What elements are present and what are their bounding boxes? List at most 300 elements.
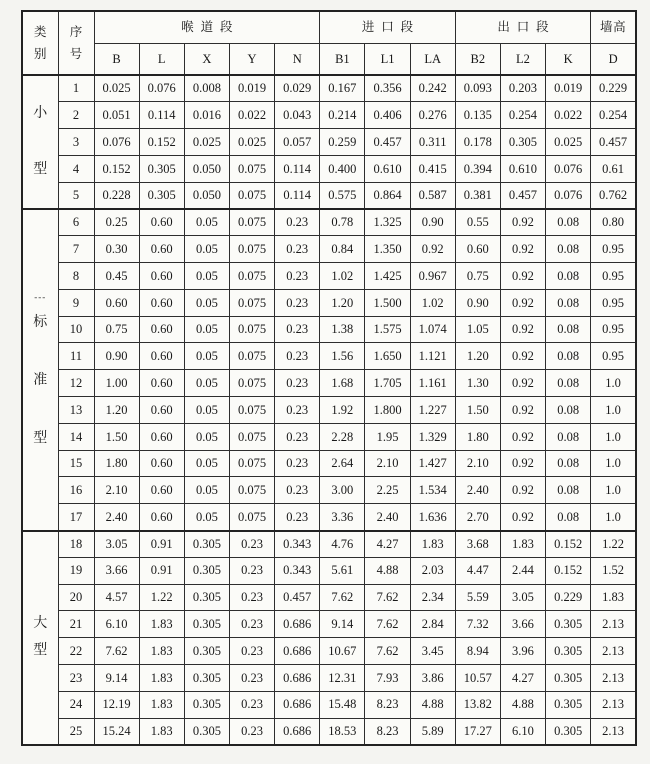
cell-B2: 1.30: [455, 370, 500, 397]
cell-D: 1.0: [591, 397, 636, 424]
serial-cell: 24: [58, 691, 94, 718]
cell-N: 0.686: [275, 691, 320, 718]
table-row: [22, 504, 636, 531]
category-label-char: 准: [33, 372, 48, 388]
cell-B1: 2.64: [320, 450, 365, 477]
dimension-table: [21, 10, 637, 746]
serial-cell: 2: [58, 102, 94, 129]
cell-X: 0.05: [184, 343, 229, 370]
cell-B1: 5.61: [320, 557, 365, 584]
table-row: [22, 209, 636, 236]
cell-B2: 5.59: [455, 584, 500, 611]
cell-D: 1.22: [591, 531, 636, 558]
cell-D: 1.0: [591, 477, 636, 504]
cell-K: 0.08: [546, 423, 591, 450]
header-col-B: B: [94, 43, 139, 75]
serial-cell: 18: [58, 531, 94, 558]
cell-D: 0.457: [591, 129, 636, 156]
serial-cell: 4: [58, 155, 94, 182]
category-label-char: 型: [33, 430, 48, 446]
cell-K: 0.08: [546, 343, 591, 370]
cell-B2: 2.70: [455, 504, 500, 531]
serial-cell: 8: [58, 263, 94, 290]
cell-N: 0.686: [275, 611, 320, 638]
cell-N: 0.23: [275, 450, 320, 477]
cell-K: 0.076: [546, 155, 591, 182]
cell-L: 0.60: [139, 450, 184, 477]
cell-N: 0.114: [275, 182, 320, 209]
cell-L: 1.83: [139, 718, 184, 745]
cell-L1: 7.62: [365, 638, 410, 665]
cell-B2: 2.10: [455, 450, 500, 477]
cell-Y: 0.025: [229, 129, 274, 156]
serial-cell: 23: [58, 665, 94, 692]
cell-B: 0.076: [94, 129, 139, 156]
cell-L: 0.60: [139, 504, 184, 531]
cell-D: 0.762: [591, 182, 636, 209]
cell-B: 1.00: [94, 370, 139, 397]
cell-B: 0.90: [94, 343, 139, 370]
cell-B: 0.228: [94, 182, 139, 209]
cell-K: 0.08: [546, 477, 591, 504]
cell-X: 0.05: [184, 504, 229, 531]
cell-N: 0.029: [275, 75, 320, 102]
cell-X: 0.050: [184, 155, 229, 182]
cell-K: 0.08: [546, 397, 591, 424]
cell-B2: 7.32: [455, 611, 500, 638]
table-row: [22, 397, 636, 424]
serial-cell: 7: [58, 236, 94, 263]
cell-L1: 2.10: [365, 450, 410, 477]
cell-K: 0.305: [546, 718, 591, 745]
cell-B2: 1.05: [455, 316, 500, 343]
table-row: [22, 450, 636, 477]
cell-L1: 1.705: [365, 370, 410, 397]
table-row: [22, 289, 636, 316]
cell-B1: 3.00: [320, 477, 365, 504]
cell-LA: 1.83: [410, 531, 455, 558]
table-row: [22, 584, 636, 611]
cell-B2: 0.093: [455, 75, 500, 102]
header-row-groups: [22, 11, 636, 43]
cell-D: 2.13: [591, 665, 636, 692]
cell-D: 0.95: [591, 316, 636, 343]
header-col-L1: L1: [365, 43, 410, 75]
cell-L: 0.60: [139, 316, 184, 343]
cell-B1: 4.76: [320, 531, 365, 558]
cell-B2: 1.50: [455, 397, 500, 424]
header-category: [22, 11, 58, 75]
category-cell-large: [22, 531, 58, 745]
cell-B2: 0.381: [455, 182, 500, 209]
cell-L2: 0.254: [500, 102, 545, 129]
cell-B: 3.66: [94, 557, 139, 584]
serial-cell: 25: [58, 718, 94, 745]
cell-B: 0.051: [94, 102, 139, 129]
serial-cell: 12: [58, 370, 94, 397]
cell-X: 0.05: [184, 209, 229, 236]
cell-B2: 0.55: [455, 209, 500, 236]
cell-L1: 0.457: [365, 129, 410, 156]
cell-B: 0.75: [94, 316, 139, 343]
table-row: [22, 316, 636, 343]
serial-cell: 1: [58, 75, 94, 102]
cell-X: 0.05: [184, 423, 229, 450]
cell-B1: 3.36: [320, 504, 365, 531]
cell-X: 0.305: [184, 691, 229, 718]
cell-B1: 1.92: [320, 397, 365, 424]
cell-L: 0.60: [139, 343, 184, 370]
cell-L2: 4.88: [500, 691, 545, 718]
cell-X: 0.305: [184, 557, 229, 584]
cell-X: 0.305: [184, 611, 229, 638]
header-group-outlet: 出口段: [455, 11, 590, 43]
header-serial: [58, 11, 94, 75]
header-category-char: 别: [33, 46, 47, 61]
table-row: [22, 638, 636, 665]
cell-Y: 0.022: [229, 102, 274, 129]
category-label-char: 型: [33, 643, 48, 659]
cell-L1: 1.425: [365, 263, 410, 290]
cell-X: 0.305: [184, 718, 229, 745]
table-row: [22, 691, 636, 718]
cell-N: 0.23: [275, 397, 320, 424]
cell-B2: 1.20: [455, 343, 500, 370]
cell-B2: 0.90: [455, 289, 500, 316]
cell-K: 0.229: [546, 584, 591, 611]
cell-L: 0.60: [139, 289, 184, 316]
cell-L2: 0.305: [500, 129, 545, 156]
cell-L2: 0.92: [500, 289, 545, 316]
cell-L: 0.60: [139, 236, 184, 263]
cell-D: 0.61: [591, 155, 636, 182]
cell-LA: 1.427: [410, 450, 455, 477]
cell-LA: 2.84: [410, 611, 455, 638]
cell-B2: 4.47: [455, 557, 500, 584]
cell-K: 0.08: [546, 263, 591, 290]
cell-B: 1.20: [94, 397, 139, 424]
cell-L2: 0.92: [500, 343, 545, 370]
cell-Y: 0.075: [229, 423, 274, 450]
cell-LA: 1.636: [410, 504, 455, 531]
cell-B2: 0.60: [455, 236, 500, 263]
serial-cell: 16: [58, 477, 94, 504]
cell-N: 0.23: [275, 209, 320, 236]
cell-B2: 8.94: [455, 638, 500, 665]
cell-D: 1.0: [591, 504, 636, 531]
cell-L1: 8.23: [365, 718, 410, 745]
table-row: [22, 236, 636, 263]
cell-D: 2.13: [591, 691, 636, 718]
cell-X: 0.305: [184, 584, 229, 611]
cell-L2: 0.92: [500, 397, 545, 424]
cell-LA: 1.161: [410, 370, 455, 397]
cell-L: 0.60: [139, 423, 184, 450]
cell-X: 0.305: [184, 638, 229, 665]
header-group-inlet: 进口段: [320, 11, 455, 43]
cell-B2: 1.80: [455, 423, 500, 450]
cell-L1: 4.27: [365, 531, 410, 558]
cell-B2: 0.135: [455, 102, 500, 129]
cell-Y: 0.23: [229, 584, 274, 611]
cell-B2: 0.75: [455, 263, 500, 290]
cell-Y: 0.075: [229, 236, 274, 263]
cell-L1: 1.350: [365, 236, 410, 263]
cell-LA: 3.45: [410, 638, 455, 665]
cell-D: 2.13: [591, 718, 636, 745]
cell-L: 0.60: [139, 263, 184, 290]
cell-Y: 0.075: [229, 289, 274, 316]
cell-B: 6.10: [94, 611, 139, 638]
cell-L2: 1.83: [500, 531, 545, 558]
category-label: [23, 532, 58, 744]
cell-K: 0.305: [546, 638, 591, 665]
cell-Y: 0.019: [229, 75, 274, 102]
cell-N: 0.686: [275, 718, 320, 745]
cell-B1: 9.14: [320, 611, 365, 638]
cell-K: 0.08: [546, 316, 591, 343]
serial-cell: 6: [58, 209, 94, 236]
cell-K: 0.305: [546, 665, 591, 692]
cell-N: 0.343: [275, 531, 320, 558]
cell-LA: 4.88: [410, 691, 455, 718]
table-row: [22, 557, 636, 584]
cell-B2: 10.57: [455, 665, 500, 692]
serial-cell: 14: [58, 423, 94, 450]
cell-Y: 0.23: [229, 691, 274, 718]
cell-LA: 1.02: [410, 289, 455, 316]
cell-B: 0.025: [94, 75, 139, 102]
serial-cell: 20: [58, 584, 94, 611]
cell-L1: 0.406: [365, 102, 410, 129]
cell-L: 0.305: [139, 182, 184, 209]
cell-K: 0.025: [546, 129, 591, 156]
cell-B1: 0.259: [320, 129, 365, 156]
cell-N: 0.23: [275, 423, 320, 450]
cell-K: 0.305: [546, 691, 591, 718]
cell-LA: 1.074: [410, 316, 455, 343]
cell-LA: 3.86: [410, 665, 455, 692]
cell-D: 2.13: [591, 611, 636, 638]
cell-Y: 0.075: [229, 504, 274, 531]
cell-LA: 0.587: [410, 182, 455, 209]
cell-D: 0.254: [591, 102, 636, 129]
cell-N: 0.686: [275, 638, 320, 665]
table-row: [22, 263, 636, 290]
cell-N: 0.057: [275, 129, 320, 156]
cell-N: 0.457: [275, 584, 320, 611]
cell-Y: 0.075: [229, 477, 274, 504]
cell-B: 9.14: [94, 665, 139, 692]
cell-L2: 0.92: [500, 236, 545, 263]
header-col-Y: Y: [229, 43, 274, 75]
cell-B1: 12.31: [320, 665, 365, 692]
header-col-N: N: [275, 43, 320, 75]
serial-cell: 19: [58, 557, 94, 584]
table-row: [22, 423, 636, 450]
serial-cell: 5: [58, 182, 94, 209]
category-label-char: 大: [33, 616, 48, 632]
cell-L2: 0.92: [500, 263, 545, 290]
cell-L1: 2.40: [365, 504, 410, 531]
cell-X: 0.016: [184, 102, 229, 129]
cell-LA: 0.242: [410, 75, 455, 102]
cell-N: 0.686: [275, 665, 320, 692]
cell-X: 0.05: [184, 263, 229, 290]
table-row: [22, 531, 636, 558]
cell-K: 0.08: [546, 504, 591, 531]
header-col-L: L: [139, 43, 184, 75]
serial-cell: 22: [58, 638, 94, 665]
table-row: [22, 343, 636, 370]
cell-D: 1.0: [591, 423, 636, 450]
serial-cell: 9: [58, 289, 94, 316]
cell-L1: 4.88: [365, 557, 410, 584]
cell-B1: 0.167: [320, 75, 365, 102]
cell-B1: 2.28: [320, 423, 365, 450]
cell-Y: 0.23: [229, 718, 274, 745]
category-label-char: ---: [34, 291, 47, 302]
serial-cell: 3: [58, 129, 94, 156]
cell-L1: 7.62: [365, 611, 410, 638]
cell-L1: 1.95: [365, 423, 410, 450]
cell-X: 0.05: [184, 236, 229, 263]
cell-B1: 0.78: [320, 209, 365, 236]
header-group-throat: 喉道段: [94, 11, 320, 43]
table-row: [22, 75, 636, 102]
cell-L2: 0.457: [500, 182, 545, 209]
cell-L2: 0.203: [500, 75, 545, 102]
cell-K: 0.08: [546, 236, 591, 263]
cell-B2: 2.40: [455, 477, 500, 504]
cell-D: 1.83: [591, 584, 636, 611]
cell-Y: 0.075: [229, 343, 274, 370]
table-row: [22, 102, 636, 129]
cell-L: 1.83: [139, 638, 184, 665]
cell-X: 0.05: [184, 477, 229, 504]
cell-LA: 1.534: [410, 477, 455, 504]
cell-N: 0.23: [275, 370, 320, 397]
cell-X: 0.008: [184, 75, 229, 102]
cell-X: 0.05: [184, 397, 229, 424]
cell-D: 1.0: [591, 370, 636, 397]
cell-K: 0.08: [546, 450, 591, 477]
cell-D: 0.229: [591, 75, 636, 102]
header-col-K: K: [546, 43, 591, 75]
category-label: [23, 210, 58, 530]
cell-LA: 1.227: [410, 397, 455, 424]
cell-L2: 0.92: [500, 504, 545, 531]
cell-N: 0.114: [275, 155, 320, 182]
cell-B: 1.50: [94, 423, 139, 450]
cell-L1: 7.93: [365, 665, 410, 692]
header-col-B2: B2: [455, 43, 500, 75]
cell-B: 7.62: [94, 638, 139, 665]
cell-B1: 0.214: [320, 102, 365, 129]
cell-L1: 1.500: [365, 289, 410, 316]
category-label-char: 标: [33, 314, 48, 330]
header-serial-char: 号: [69, 46, 83, 61]
cell-B: 3.05: [94, 531, 139, 558]
cell-L: 0.60: [139, 370, 184, 397]
cell-B1: 0.575: [320, 182, 365, 209]
cell-L: 0.60: [139, 209, 184, 236]
cell-L1: 1.575: [365, 316, 410, 343]
cell-L: 0.076: [139, 75, 184, 102]
cell-L: 1.83: [139, 611, 184, 638]
cell-N: 0.23: [275, 236, 320, 263]
serial-cell: 17: [58, 504, 94, 531]
cell-K: 0.08: [546, 370, 591, 397]
category-label-char: 小: [33, 105, 48, 121]
cell-K: 0.019: [546, 75, 591, 102]
cell-L: 0.91: [139, 531, 184, 558]
table-row: [22, 477, 636, 504]
cell-K: 0.08: [546, 209, 591, 236]
cell-B: 15.24: [94, 718, 139, 745]
cell-LA: 0.92: [410, 236, 455, 263]
cell-B1: 1.02: [320, 263, 365, 290]
cell-L: 0.60: [139, 477, 184, 504]
cell-N: 0.23: [275, 263, 320, 290]
cell-LA: 0.311: [410, 129, 455, 156]
table-body: [22, 75, 636, 745]
cell-B: 0.45: [94, 263, 139, 290]
header-serial-char: 序: [69, 25, 83, 39]
serial-cell: 13: [58, 397, 94, 424]
cell-B1: 1.56: [320, 343, 365, 370]
header-col-D: D: [591, 43, 636, 75]
cell-B1: 7.62: [320, 584, 365, 611]
cell-B: 0.60: [94, 289, 139, 316]
cell-LA: 2.34: [410, 584, 455, 611]
cell-B: 2.10: [94, 477, 139, 504]
cell-B1: 1.68: [320, 370, 365, 397]
cell-Y: 0.23: [229, 665, 274, 692]
cell-L2: 0.92: [500, 209, 545, 236]
cell-B1: 0.84: [320, 236, 365, 263]
cell-B1: 18.53: [320, 718, 365, 745]
cell-Y: 0.23: [229, 531, 274, 558]
cell-K: 0.305: [546, 611, 591, 638]
cell-B1: 0.400: [320, 155, 365, 182]
header-col-LA: LA: [410, 43, 455, 75]
cell-B2: 13.82: [455, 691, 500, 718]
cell-Y: 0.075: [229, 370, 274, 397]
cell-X: 0.05: [184, 316, 229, 343]
cell-K: 0.076: [546, 182, 591, 209]
cell-D: 0.95: [591, 263, 636, 290]
cell-L: 0.60: [139, 397, 184, 424]
cell-D: 2.13: [591, 638, 636, 665]
cell-L1: 2.25: [365, 477, 410, 504]
cell-D: 0.95: [591, 289, 636, 316]
table-row: [22, 718, 636, 745]
cell-K: 0.08: [546, 289, 591, 316]
category-cell-small: [22, 75, 58, 209]
cell-K: 0.152: [546, 557, 591, 584]
cell-B: 2.40: [94, 504, 139, 531]
cell-Y: 0.075: [229, 209, 274, 236]
cell-X: 0.050: [184, 182, 229, 209]
cell-L2: 3.96: [500, 638, 545, 665]
cell-B: 0.30: [94, 236, 139, 263]
cell-X: 0.05: [184, 450, 229, 477]
cell-B: 12.19: [94, 691, 139, 718]
serial-cell: 21: [58, 611, 94, 638]
cell-Y: 0.075: [229, 397, 274, 424]
cell-L2: 0.92: [500, 423, 545, 450]
